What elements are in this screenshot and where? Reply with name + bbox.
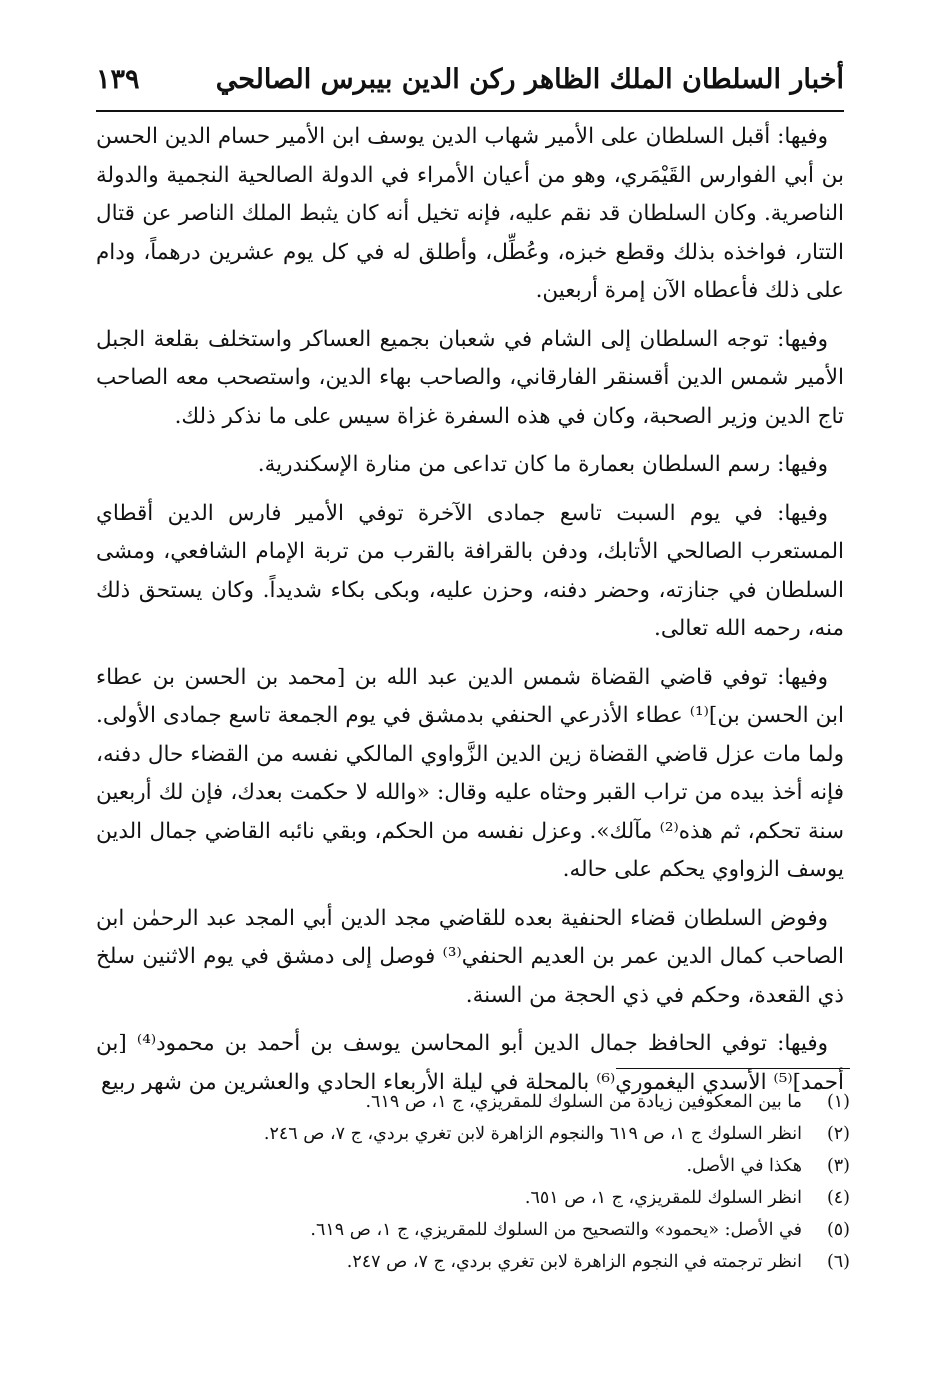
footnote-number: (٤) — [826, 1188, 850, 1208]
footnote-number: (٢) — [826, 1124, 850, 1144]
footnote — [102, 1118, 850, 1150]
paragraph: وفيها: في يوم السبت تاسع جمادى الآخرة توفي الأمير فارس الدين أقطاي المستعرب الصالحي الأتابك، ودفن بالقرافة بالقرب من تربة الإمام الشافعي، ومشى السلطان في جنازته، وحضر دفنه، وحزن عليه، وبكى بكاء شديداً. وكان يستحق ذلك منه، رحمه الله تعالى. — [96, 500, 844, 641]
page-number: ١٣٩ — [96, 64, 140, 95]
footnote-text: في الأصل: «يحمود» والتصحيح من السلوك للمقريزي، ج ١، ص ٦١٩. — [310, 1220, 802, 1240]
footnote — [102, 1246, 850, 1278]
footnote-number: (٦) — [826, 1252, 850, 1272]
footnote-rule — [616, 1068, 850, 1069]
page-header — [96, 56, 844, 110]
paragraph: وفوض السلطان قضاء الحنفية بعده للقاضي مجد الدين أبي المجد عبد الرحمٰن ابن الصاحب كمال الدين عمر بن العديم الحنفي⁽³⁾ فوصل إلى دمشق في يوم الاثنين سلخ ذي القعدة، وحكم في ذي الحجة من السنة. — [96, 905, 844, 1008]
footnote-text: ما بين المعكوفين زيادة من السلوك للمقريزي، ج ١، ص ٦١٩. — [365, 1092, 802, 1112]
footnotes — [102, 1086, 850, 1278]
footnote-text: هكذا في الأصل. — [686, 1156, 802, 1176]
header-rule — [96, 110, 844, 112]
main-text — [96, 118, 844, 1112]
footnote-number: (٥) — [826, 1220, 850, 1240]
paragraph: وفيها: رسم السلطان بعمارة ما كان تداعى من منارة الإسكندرية. — [257, 452, 828, 477]
footnote-number: (١) — [826, 1092, 850, 1112]
footnote — [102, 1182, 850, 1214]
footnote-text: انظر ترجمته في النجوم الزاهرة لابن تغري بردي، ج ٧، ص ٢٤٧. — [346, 1252, 802, 1272]
running-title: أخبار السلطان الملك الظاهر ركن الدين بيبرس الصالحي — [215, 64, 844, 95]
footnote — [102, 1086, 850, 1118]
footnote-number: (٣) — [826, 1156, 850, 1176]
paragraph: وفيها: توجه السلطان إلى الشام في شعبان بجميع العساكر واستخلف بقلعة الجبل الأمير شمس الدين أقسنقر الفارقاني، والصاحب بهاء الدين، واستصحب معه الصاحب تاج الدين وزير الصحبة، وكان في هذه السفرة غزاة سيس على ما نذكر ذلك. — [96, 326, 844, 429]
footnote-text: انظر السلوك ج ١، ص ٦١٩ والنجوم الزاهرة لابن تغري بردي، ج ٧، ص ٢٤٦. — [263, 1124, 802, 1144]
footnote — [102, 1214, 850, 1246]
paragraph: وفيها: توفي قاضي القضاة شمس الدين عبد الله بن [محمد بن الحسن بن عطاء ابن الحسن بن]⁽¹⁾ عطاء الأذرعي الحنفي بدمشق في يوم الجمعة تاسع جمادى الأولى. ولما مات عزل قاضي القضاة زين الدين الزَّواوي المالكي نفسه من القضاء حال دفنه، فإنه أخذ بيده من تراب القبر وحثاه عليه وقال: «والله لا حكمت بعدك، فإن لك أربعين سنة تحكم، ثم هذه⁽²⁾ مآلك». وعزل نفسه من الحكم، وبقي نائبه القاضي جمال الدين يوسف الزواوي يحكم على حاله. — [96, 664, 844, 882]
paragraph: وفيها: أقبل السلطان على الأمير شهاب الدين يوسف ابن الأمير حسام الدين الحسن بن أبي الفوارس القَيْمَري، وهو من أعيان الأمراء في الدولة الصالحية النجمية والدولة الناصرية. وكان السلطان قد نقم عليه، فإنه تخيل أنه كان يثبط الملك الناصر عن قتال التتار، فواخذه بذلك وقطع خبزه، وعُطِّل، وأطلق له في كل يوم عشرين درهماً، ودام على ذلك فأعطاه الآن إمرة أربعين. — [96, 124, 844, 303]
footnote-text: انظر السلوك للمقريزي، ج ١، ص ٦٥١. — [524, 1188, 802, 1208]
footnote — [102, 1150, 850, 1182]
paragraph: وفيها: توفي الحافظ جمال الدين أبو المحاسن يوسف بن أحمد بن محمود⁽⁴⁾ [بن أحمد]⁽⁵⁾ الأسدي اليغموري⁽⁶⁾ بالمحلة في ليلة الأربعاء الحادي والعشرين من شهر ربيع — [96, 1031, 844, 1095]
